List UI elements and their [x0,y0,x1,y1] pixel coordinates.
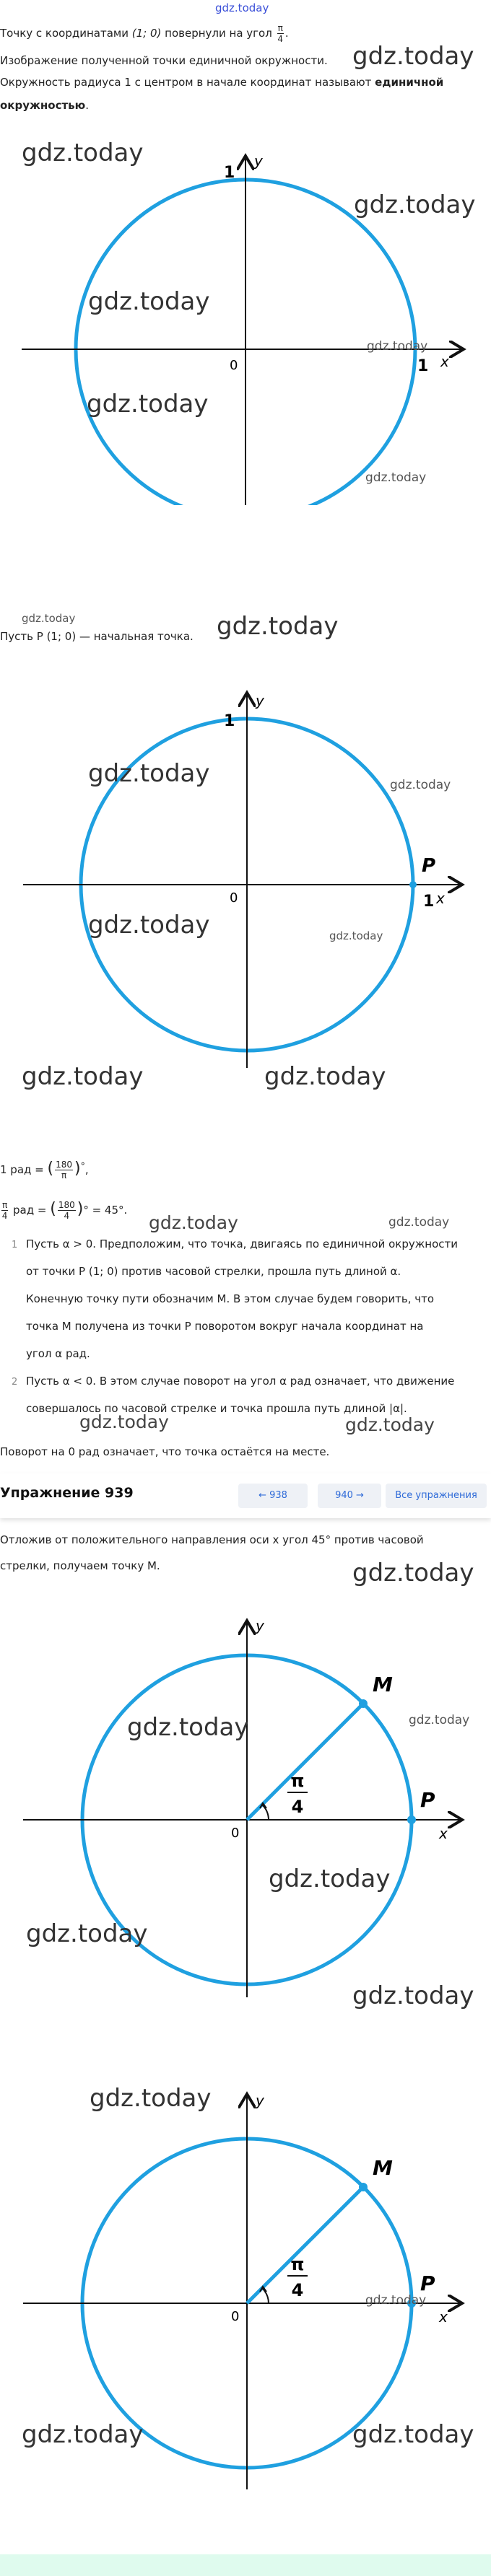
watermark: gdz.today [269,1865,391,1893]
label-zero: 0 [230,358,238,373]
label-zero: 0 [230,890,238,906]
watermark: gdz.today [365,2293,427,2308]
list-item-1-line: угол α рад. [26,1347,90,1360]
denominator: π [61,1170,67,1180]
fraction [55,1160,73,1180]
label-x: x [439,1825,448,1842]
label-y: y [254,152,263,170]
radius-om [247,2187,363,2303]
watermark: gdz.today [352,42,474,71]
angle-denominator: 4 [291,1797,304,1817]
point-p [407,1815,416,1824]
label-one-x: 1 [417,357,429,375]
radius-om [247,1704,363,1820]
footer-bar [0,2554,491,2576]
list-number: 1 [12,1240,18,1250]
section2-text: Пусть P (1; 0) — начальная точка. [0,630,194,643]
watermark: gdz.today [90,2084,212,2113]
watermark: gdz.today [354,190,476,219]
degree-sign: ° [80,1160,85,1171]
label-y: y [256,2092,264,2109]
watermark: gdz.today [352,1981,474,2010]
text: повернули на угол [165,27,272,40]
unit-circle-diagram-1 [0,130,491,505]
watermark: gdz.today [88,759,210,788]
watermark: gdz.today [88,911,210,939]
label-p: P [422,855,436,877]
numerator: 180 [56,1160,73,1170]
exercise-nav [0,1473,491,1518]
watermark: gdz.today [22,139,144,167]
all-exercises-button[interactable]: Все упражнения [386,1484,487,1508]
formula-1: 1 рад = ( $\frac{180}{\pi}$ )°, [0,1160,89,1180]
label-y: y [256,692,264,709]
text: . [284,27,289,40]
watermark: gdz.today [22,1062,144,1091]
bold-term: единичной [375,76,444,89]
list-item-1-line: точка M получена из точки P поворотом вокруг начала координат на [26,1320,424,1333]
watermark-top: gdz.today [215,1,269,14]
label-zero: 0 [231,2309,240,2324]
angle-denominator: 4 [291,2280,304,2300]
text: . [85,99,90,112]
fraction [1,1200,8,1221]
numerator: 180 [58,1200,75,1210]
watermark: gdz.today [79,1411,169,1432]
label-y: y [256,1617,264,1634]
section1-line2: Изображение полученной точки единичной окружности. [0,54,328,67]
list-item-2-line: Пусть α < 0. В этом случае поворот на угол α рад означает, что движение [26,1375,455,1388]
watermark: gdz.today [26,1919,148,1948]
list-number: 2 [12,1377,18,1388]
formula-2: $\frac{\pi}{4}$ рад = ( $\frac{180}{4}$ )° = 45°. [1,1200,128,1221]
text: , [84,1163,89,1176]
section4-line2: стрелки, получаем точку M. [0,1559,160,1572]
watermark: gdz.today [87,390,209,419]
watermark: gdz.today [217,612,339,641]
denominator: 4 [64,1211,70,1221]
text: 1 рад = [0,1163,44,1176]
watermark: gdz.today [409,1713,470,1727]
label-x: x [440,353,449,370]
section1-line4 [0,94,89,117]
watermark: gdz.today [127,1713,249,1742]
rotation-diagram-1 [0,1602,491,2020]
text: Точку с координатами [0,27,129,40]
section1-line3 [0,71,491,94]
watermark: gdz.today [390,778,451,792]
label-zero: 0 [231,1826,240,1841]
fraction [58,1200,76,1221]
label-one-y: 1 [224,164,235,182]
numerator: π [277,23,283,33]
watermark: gdz.today [352,2420,474,2449]
watermark: gdz.today [22,2420,144,2449]
text: ° = 45°. [83,1204,128,1217]
label-p: P [420,1788,435,1812]
watermark: gdz.today [264,1062,386,1091]
watermark: gdz.today [329,929,383,942]
label-m: M [373,2156,393,2180]
label-one-x: 1 [423,893,435,911]
angle-numerator: π [290,2254,305,2274]
watermark: gdz.today [149,1212,238,1233]
text: Окружность радиуса 1 с центром в начале координат называют [0,76,372,89]
unit-circle-diagram-2 [0,671,491,1075]
label-x: x [439,2308,448,2326]
exercise-title: Упражнение 939 [0,1485,134,1501]
watermark: gdz.today [365,470,427,485]
numerator: π [2,1200,8,1210]
closing-text: Поворот на 0 рад означает, что точка остаётся на месте. [0,1445,330,1458]
prev-exercise-button[interactable]: ← 938 [238,1484,308,1508]
point-p [409,881,417,888]
point-coords: (1; 0) [131,27,162,40]
label-one-y: 1 [224,712,235,730]
section4-line1: Отложив от положительного направления оси x угол 45° против часовой [0,1533,424,1546]
watermark: gdz.today [345,1414,435,1435]
list-item-1-line: от точки P (1; 0) против часовой стрелки, прошла путь длиной α. [26,1265,401,1278]
label-m: M [373,1673,393,1696]
watermark: gdz.today [388,1215,450,1230]
next-exercise-button[interactable]: 940 → [318,1484,381,1508]
list-item-1-line: Конечную точку пути обозначим M. В этом случае будем говорить, что [26,1292,435,1305]
denominator: 4 [1,1211,8,1221]
watermark: gdz.today [88,287,210,316]
bold-term: окружностью [0,99,86,112]
point-m [359,1699,368,1708]
list-item-2-line: совершалось по часовой стрелке и точка прошла путь длиной |α|. [26,1402,407,1415]
point-m [359,2183,368,2191]
label-p: P [420,2271,435,2295]
watermark: gdz.today [352,1559,474,1587]
denominator: 4 [277,34,284,44]
fraction [277,23,284,44]
watermark: gdz.today [22,612,76,625]
text: рад = [13,1204,47,1217]
watermark: gdz.today [367,339,428,354]
angle-numerator: π [290,1771,305,1791]
label-x: x [436,890,445,907]
list-item-1-line: Пусть α > 0. Предположим, что точка, двигаясь по единичной окружности [26,1237,458,1250]
